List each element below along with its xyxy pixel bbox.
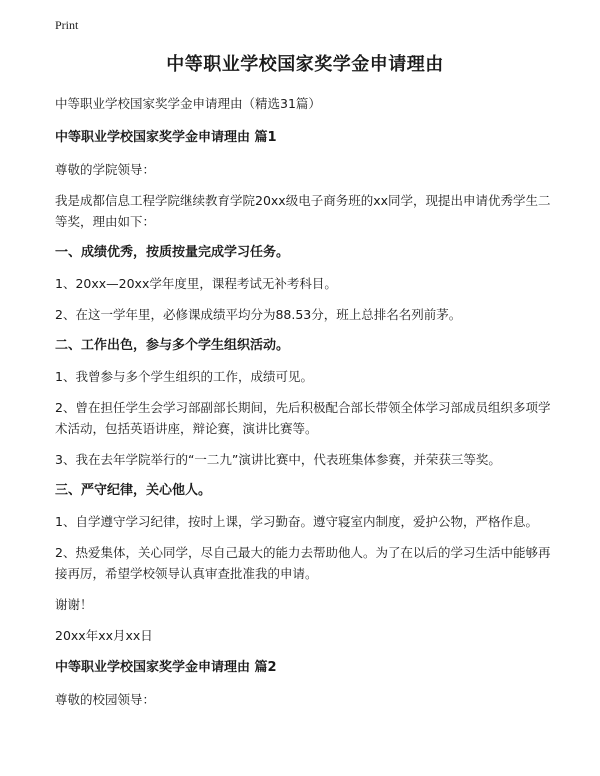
essay-1-date: 20xx年xx月xx日 — [55, 628, 153, 643]
essay-1-section-2-heading: 二、工作出色，参与多个学生组织活动。 — [55, 338, 290, 353]
essay-1-section-3-item-2: 2、热爱集体，关心同学，尽自己最大的能力去帮助他人。为了在以后的学习生活中能够再接再厉，希望学校领导认真审查批准我的申请。 — [55, 545, 551, 581]
essay-1-salutation: 尊敬的学院领导： — [55, 162, 156, 177]
print-link[interactable]: Print — [55, 18, 79, 32]
essay-1-section-3-item-1: 1、自学遵守学习纪律，按时上课，学习勤奋。遵守寝室内制度，爱护公物，严格作息。 — [55, 514, 538, 529]
essay-1-section-1-item-1: 1、20xx—20xx学年度里，课程考试无补考科目。 — [55, 276, 337, 291]
essay-2-heading: 中等职业学校国家奖学金申请理由 篇2 — [55, 660, 277, 675]
essay-2-salutation: 尊敬的校园领导： — [55, 692, 156, 707]
essay-1-section-1-heading: 一、成绩优秀，按质按量完成学习任务。 — [55, 245, 290, 260]
essay-1-section-3-heading: 三、严守纪律，关心他人。 — [55, 483, 212, 498]
essay-1-intro: 我是成都信息工程学院继续教育学院20xx级电子商务班的xx同学，现提出申请优秀学生二等奖，理由如下： — [55, 193, 551, 229]
page-subtitle: 中等职业学校国家奖学金申请理由（精选31篇） — [55, 96, 321, 111]
document-body — [55, 50, 555, 720]
essay-1-section-2-item-1: 1、我曾参与多个学生组织的工作，成绩可见。 — [55, 369, 313, 384]
essay-1-heading: 中等职业学校国家奖学金申请理由 篇1 — [55, 130, 277, 145]
essay-1-section-2-item-2: 2、曾在担任学生会学习部副部长期间，先后积极配合部长带领全体学习部成员组织多项学术活动，包括英语讲座，辩论赛，演讲比赛等。 — [55, 400, 551, 436]
essay-1-thanks: 谢谢！ — [55, 597, 93, 612]
page-title: 中等职业学校国家奖学金申请理由 — [166, 54, 444, 75]
essay-1-section-2-item-3: 3、我在去年学院举行的“一二九”演讲比赛中，代表班集体参赛，并荣获三等奖。 — [55, 452, 501, 467]
essay-1-section-1-item-2: 2、在这一学年里，必修课成绩平均分为88.53分，班上总排名名列前茅。 — [55, 307, 462, 322]
